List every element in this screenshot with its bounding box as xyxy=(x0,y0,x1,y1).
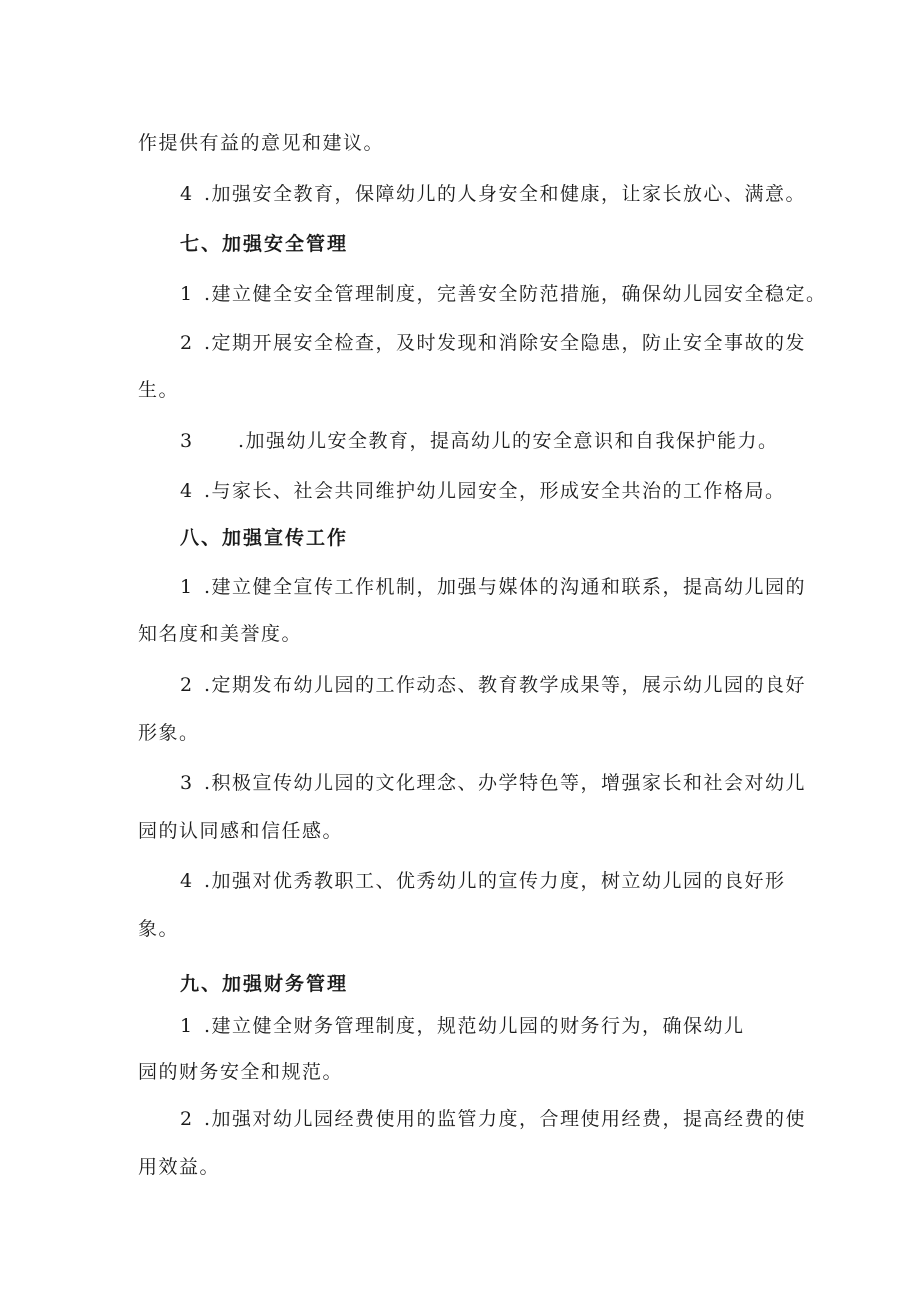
line-text: .建立健全财务管理制度，规范幼儿园的财务行为，确保幼儿 xyxy=(204,1015,745,1037)
list-number: 3 xyxy=(180,772,194,794)
paragraph-continuation xyxy=(138,131,384,155)
list-number: 4 xyxy=(180,870,194,892)
section-heading-7 xyxy=(180,232,348,256)
paragraph-continuation xyxy=(138,622,302,646)
list-item-2 xyxy=(180,331,806,355)
heading-text: 九、加强财务管理 xyxy=(180,973,349,995)
line-text: .积极宣传幼儿园的文化理念、办学特色等，增强家长和社会对幼儿 xyxy=(204,772,807,794)
list-item-3 xyxy=(180,771,806,795)
line-text: 形象。 xyxy=(138,722,200,744)
list-item-1 xyxy=(180,282,827,306)
line-text: 园的财务安全和规范。 xyxy=(138,1061,344,1083)
list-item-2 xyxy=(180,673,806,697)
heading-text: 八、加强宣传工作 xyxy=(180,527,349,549)
line-text: .加强对幼儿园经费使用的监管力度，合理使用经费，提高经费的使 xyxy=(204,1108,807,1130)
paragraph-continuation xyxy=(138,1155,220,1179)
list-item-4 xyxy=(180,182,806,206)
list-item-1 xyxy=(180,1014,745,1038)
line-text: 用效益。 xyxy=(138,1156,221,1178)
list-item-4 xyxy=(180,479,786,503)
line-text: 作提供有益的意见和建议。 xyxy=(138,132,385,154)
line-text: 象。 xyxy=(138,918,180,940)
list-number: 3 xyxy=(180,430,194,452)
list-number: 1 xyxy=(180,1015,194,1037)
section-heading-8 xyxy=(180,526,348,550)
line-text: 知名度和美誉度。 xyxy=(138,623,303,645)
line-text: .建立健全宣传工作机制，加强与媒体的沟通和联系，提高幼儿园的 xyxy=(204,576,807,598)
line-text: .与家长、社会共同维护幼儿园安全，形成安全共治的工作格局。 xyxy=(204,480,786,502)
line-text: 生。 xyxy=(138,379,180,401)
list-number: 2 xyxy=(180,674,194,696)
paragraph-continuation xyxy=(138,721,200,745)
line-text: 园的认同感和信任感。 xyxy=(138,820,344,842)
paragraph-continuation xyxy=(138,378,179,402)
list-number: 4 xyxy=(180,183,194,205)
line-text: .加强安全教育，保障幼儿的人身安全和健康，让家长放心、满意。 xyxy=(204,183,807,205)
line-text: .加强幼儿安全教育，提高幼儿的安全意识和自我保护能力。 xyxy=(238,430,779,452)
list-item-3 xyxy=(180,429,779,453)
heading-text: 七、加强安全管理 xyxy=(180,233,349,255)
section-heading-9 xyxy=(180,972,348,996)
list-number: 2 xyxy=(180,1108,194,1130)
list-item-2 xyxy=(180,1107,806,1131)
paragraph-continuation xyxy=(138,917,179,941)
line-text: .建立健全安全管理制度，完善安全防范措施，确保幼儿园安全稳定。 xyxy=(204,283,827,305)
list-item-4 xyxy=(180,869,786,893)
list-number: 1 xyxy=(180,576,194,598)
line-text: .定期开展安全检查，及时发现和消除安全隐患，防止安全事故的发 xyxy=(204,332,807,354)
line-text: .定期发布幼儿园的工作动态、教育教学成果等，展示幼儿园的良好 xyxy=(204,674,807,696)
list-number: 1 xyxy=(180,283,194,305)
paragraph-continuation xyxy=(138,1060,343,1084)
line-text: .加强对优秀教职工、优秀幼儿的宣传力度，树立幼儿园的良好形 xyxy=(204,870,786,892)
list-number: 2 xyxy=(180,332,194,354)
list-item-1 xyxy=(180,575,806,599)
list-number: 4 xyxy=(180,480,194,502)
paragraph-continuation xyxy=(138,819,343,843)
